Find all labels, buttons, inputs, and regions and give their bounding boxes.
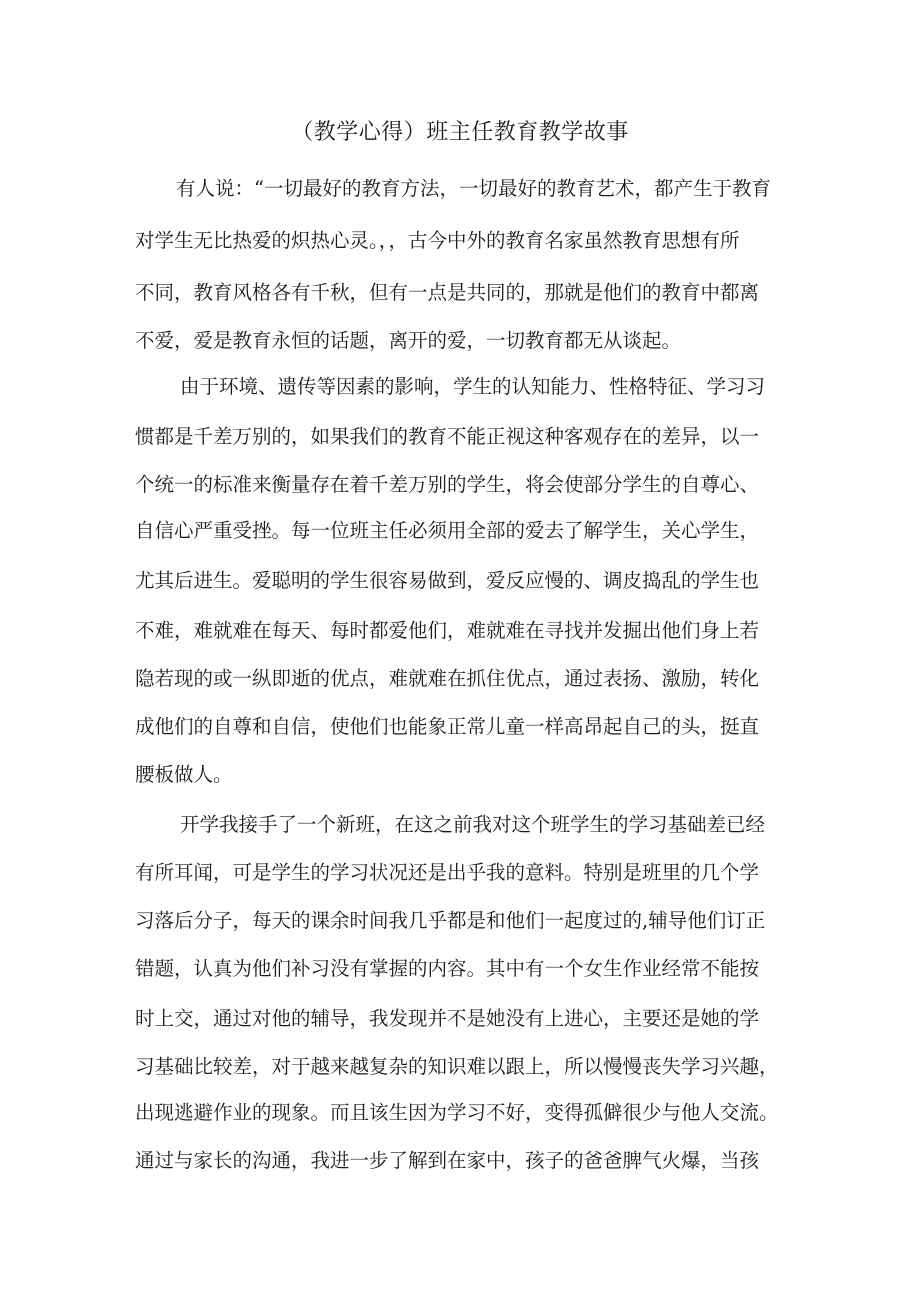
paragraph-2-line-7: 隐若现的或一纵即逝的优点，难就难在抓住优点，通过表扬、激励，转化 [135,667,760,690]
paragraph-2-line-3: 个统一的标准来衡量存在着千差万别的学生，将会使部分学生的自尊心、 [135,473,760,496]
paragraph-1-line-3: 不同，教育风格各有千秋，但有一点是共同的，那就是他们的教育中都离 [135,281,760,304]
document-title: （教学心得）班主任教育教学故事 [291,120,629,145]
paragraph-2-line-5: 尤其后进生。爱聪明的学生很容易做到，爱反应慢的、调皮捣乱的学生也 [135,569,760,592]
paragraph-1-line-2: 对学生无比热爱的炽热心灵。，，古今中外的教育名家虽然教育思想有所 [135,229,740,252]
paragraph-3-line-5: 时上交，通过对他的辅导，我发现并不是她没有上进心，主要还是她的学 [135,1007,760,1030]
paragraph-3-line-3: 习落后分子，每天的课余时间我几乎都是和他们一起度过的,辅导他们订正 [135,909,766,932]
paragraph-2-line-4: 自信心严重受挫。每一位班主任必须用全部的爱去了解学生，关心学生， [135,519,760,542]
paragraph-2-line-2: 惯都是千差万别的，如果我们的教育不能正视这种客观存在的差异，以一 [135,425,760,448]
paragraph-3-line-2: 有所耳闻，可是学生的学习状况还是出乎我的意料。特别是班里的几个学 [135,861,760,884]
paragraph-3-line-7: 出现逃避作业的现象。而且该生因为学习不好，变得孤僻很少与他人交流。 [135,1101,779,1124]
paragraph-2-line-9: 腰板做人。 [135,763,233,786]
paragraph-2-line-6: 不难，难就难在每天、每时都爱他们，难就难在寻找并发掘出他们身上若 [135,619,760,642]
paragraph-3-line-4: 错题，认真为他们补习没有掌握的内容。其中有一个女生作业经常不能按 [135,957,760,980]
paragraph-3-line-8: 通过与家长的沟通，我进一步了解到在家中，孩子的爸爸脾气火爆，当孩 [135,1149,760,1172]
paragraph-1-line-4: 不爱，爱是教育永恒的话题，离开的爱，一切教育都无从谈起。 [135,329,682,352]
paragraph-1-line-1: 有人说：“一切最好的教育方法，一切最好的教育艺术，都产生于教育 [176,177,771,200]
paragraph-3-line-6: 习基础比较差，对于越来越复杂的知识难以跟上，所以慢慢丧失学习兴趣， [135,1055,779,1078]
paragraph-3-line-1: 开学我接手了一个新班，在这之前我对这个班学生的学习基础差已经 [180,813,766,836]
paragraph-2-line-1: 由于环境、遗传等因素的影响，学生的认知能力、性格特征、学习习 [180,375,766,398]
paragraph-2-line-8: 成他们的自尊和自信，使他们也能象正常儿童一样高昂起自己的头，挺直 [135,715,760,738]
